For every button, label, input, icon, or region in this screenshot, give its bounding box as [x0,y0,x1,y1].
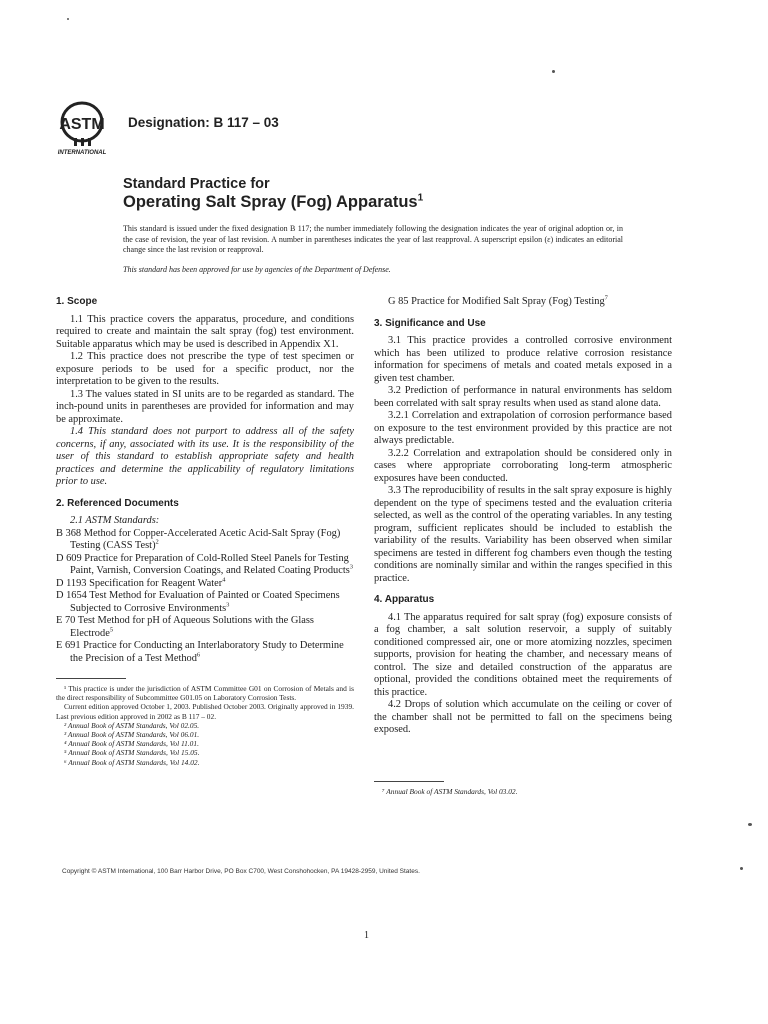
title-line-1: Standard Practice for [123,176,270,192]
apparatus-4-2: 4.2 Drops of solution which accumulate on the ceiling or cover of the chamber shall not be permitted to fall on the specimens being exposed. [374,699,672,735]
footnote-rule [56,678,126,679]
significance-3-2-1: 3.2.1 Correlation and extrapolation of corrosion performance based on exposure to the test environment provided by this practice are not always predictable. [374,410,672,446]
reference-footnote-mark: 3 [226,601,230,609]
reference-footnote-mark: 6 [196,651,201,659]
footnote-4: ⁴ Annual Book of ASTM Standards, Vol 11.01. [64,739,199,749]
svg-text:ASTM: ASTM [59,116,105,133]
significance-3-2-2: 3.2.2 Correlation and extrapolation should be considered only in cases where appropriate corroborating long-term atmospheric exposures have been conducted. [374,447,672,484]
title-line-2 [123,193,423,212]
reference-item [56,553,354,578]
reference-item-g85 [374,296,672,309]
significance-3-3: 3.3 The reproducibility of results in the salt spray exposure is highly dependent on the type of specimens tested and the evaluation criteria selected, as well as the control of the operating variables. In any testing program, sufficient replicates should be included to establish the variability of the results. Variability has been observed when similar specimens are tested in different fog chambers even though the testing conditions are nominally similar and within the ranges specified in this practice. [374,485,672,584]
title-footnote-mark: 1 [417,192,424,204]
reference-item [56,590,354,615]
reference-text: D 1654 Test Method for Evaluation of Painted or Coated Specimens Subjected to Corrosive Environments [56,590,340,614]
reference-footnote-mark: 5 [109,626,114,634]
designation: Designation: B 117 – 03 [128,115,279,130]
reference-text: B 368 Method for Copper-Accelerated Acetic Acid-Salt Spray (Fog) Testing (CASS Test) [56,527,341,551]
scan-speck [67,18,69,20]
footnote-1-edition: Current edition approved October 1, 2003. Published October 2003. Originally approved in 1939. Last previous edition approved in 2002 as B 117 – 02. [56,702,354,721]
right-column [374,296,672,796]
reference-text: G 85 Practice for Modified Salt Spray (Fog) Testing [388,296,605,307]
scope-1-3: 1.3 The values stated in SI units are to be regarded as standard. The inch-pound units in parentheses are provided for information and may be approximate. [56,388,354,425]
scan-speck [740,867,743,870]
scope-1-1: 1.1 This practice covers the apparatus, procedure, and conditions required to create and maintain the salt spray (fog) test environment. Suitable apparatus which may be used is described in Appendix X1. [56,313,354,350]
apparatus-heading: 4. Apparatus [374,594,435,605]
significance-3-2: 3.2 Prediction of performance in natural environments has seldom been correlated with salt spray results when used as stand alone data. [374,385,672,409]
referenced-list [56,515,354,665]
left-column [56,296,354,767]
title-text: Operating Salt Spray (Fog) Apparatus [123,193,418,211]
issue-note: This standard is issued under the fixed designation B 117; the number immediately following the designation indicates the year of original adoption or, in the case of revision, the year of last revision. A number in parentheses indicates the year of last reapproval. A superscript epsilon (ε) indicates an editorial change since the last revision or reapproval. [123,224,623,255]
left-footnotes [56,678,354,767]
reference-footnote-mark: 2 [155,538,159,546]
reference-item [56,578,354,591]
scope-1-4: 1.4 This standard does not purport to address all of the safety concerns, if any, associated with its use. It is the responsibility of the user of this standard to establish appropriate safety and health practices and determine the applicability of regulatory limitations prior to use. [56,426,354,487]
page-number: 1 [364,930,369,941]
copyright: Copyright © ASTM International, 100 Barr Harbor Drive, PO Box C700, West Conshohocken, PA 19428-2959, United States. [62,868,420,875]
svg-text:INTERNATIONAL: INTERNATIONAL [57,150,107,156]
reference-text: D 1193 Specification for Reagent Water [56,577,223,589]
scope-1-2: 1.2 This practice does not prescribe the type of test specimen or exposure periods to be used for a specific product, nor the interpretation to be given to the results. [56,351,354,387]
scan-speck [748,823,752,826]
scope-heading: 1. Scope [56,296,98,307]
footnote-2: ² Annual Book of ASTM Standards, Vol 02.05. [64,720,200,730]
footnote-5: ⁵ Annual Book of ASTM Standards, Vol 15.05. [64,748,200,758]
footnote-7: ⁷ Annual Book of ASTM Standards, Vol 03.02. [382,786,518,796]
reference-footnote-mark: 3 [349,563,354,571]
reference-text: D 609 Practice for Preparation of Cold-Rolled Steel Panels for Testing Paint, Varnish, Conversion Coatings, and Related Coating Products [56,552,350,576]
scan-speck [552,70,555,73]
reference-footnote-mark: 4 [222,576,226,584]
referenced-heading: 2. Referenced Documents [56,497,179,509]
reference-item [56,528,354,553]
reference-item [56,615,354,640]
approval-note: This standard has been approved for use by agencies of the Department of Defense. [123,265,391,274]
footnote-3: ³ Annual Book of ASTM Standards, Vol 06.01. [64,730,200,740]
apparatus-4-1: 4.1 The apparatus required for salt spray (fog) exposure consists of a fog chamber, a salt solution reservoir, a supply of suitably conditioned compressed air, one or more atomizing nozzles, specimen supports, provision for heating the chamber, and necessary means of control. The size and detailed construction of the apparatus are optional, provided the conditions obtained meet the requirements of this practice. [374,611,672,698]
footnote-1: ¹ This practice is under the jurisdiction of ASTM Committee G01 on Corrosion of Metals and is the direct responsibility of Subcommittee G01.05 on Laboratory Corrosion Tests. [56,684,354,703]
significance-3-1: 3.1 This practice provides a controlled corrosive environment which has been utilized to produce relative corrosion resistance information for specimens of metals and coated metals exposed in a given test chamber. [374,335,672,384]
astm-logo [50,100,120,158]
reference-text: E 691 Practice for Conducting an Interlaboratory Study to Determine the Precision of a Test Method [56,640,344,664]
astm-standards-label: 2.1 ASTM Standards: [70,515,160,526]
reference-footnote-mark: 7 [604,294,608,302]
footnote-rule [374,781,444,782]
right-footnotes [374,781,672,796]
reference-item [56,640,354,665]
significance-heading: 3. Significance and Use [374,317,486,329]
reference-text: E 70 Test Method for pH of Aqueous Solutions with the Glass Electrode [56,615,314,639]
footnote-6: ⁶ Annual Book of ASTM Standards, Vol 14.02. [64,757,200,767]
